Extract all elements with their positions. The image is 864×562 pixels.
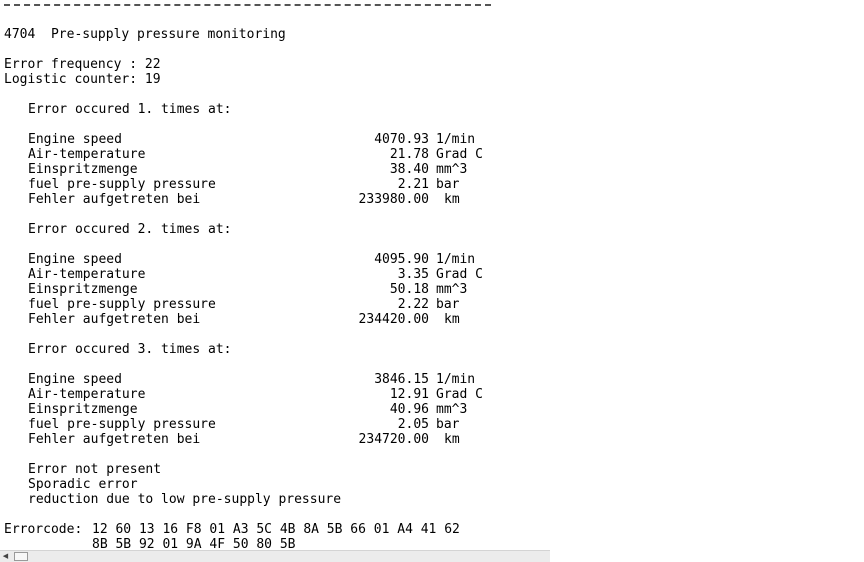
row-value: 3846.15 <box>374 372 429 387</box>
row-unit: mm^3 <box>436 282 468 297</box>
row-unit: Grad C <box>436 267 483 282</box>
scrollbar-thumb[interactable] <box>14 552 28 561</box>
occurrence-header: Error occured 2. times at: <box>28 222 232 237</box>
row-unit: 1/min <box>436 132 476 147</box>
occurrence-header: Error occured 1. times at: <box>28 102 232 117</box>
status-line: Error not present <box>28 462 162 477</box>
row-unit: mm^3 <box>436 402 468 417</box>
row-label: Einspritzmenge <box>28 162 138 177</box>
row-value: 233980.00 <box>358 192 429 207</box>
row-label: fuel pre-supply pressure <box>28 297 216 312</box>
horizontal-scrollbar[interactable] <box>0 550 550 562</box>
row-value: 3.35 <box>397 267 429 282</box>
row-value: 4070.93 <box>374 132 429 147</box>
row-label: Fehler aufgetreten bei <box>28 432 201 447</box>
row-value: 40.96 <box>389 402 429 417</box>
row-label: Einspritzmenge <box>28 282 138 297</box>
error-frequency: Error frequency : 22 <box>4 57 161 72</box>
errorcode-label: Errorcode: <box>4 522 83 537</box>
row-value: 2.05 <box>397 417 429 432</box>
occurrence-header: Error occured 3. times at: <box>28 342 232 357</box>
row-unit: Grad C <box>436 387 483 402</box>
row-label: Engine speed <box>28 252 122 267</box>
row-value: 50.18 <box>389 282 429 297</box>
row-value: 4095.90 <box>374 252 429 267</box>
errorcode-bytes-line1: 12 60 13 16 F8 01 A3 5C 4B 8A 5B 66 01 A4 41 62 <box>92 522 460 537</box>
row-value: 234420.00 <box>358 312 429 327</box>
row-unit: km <box>444 192 460 207</box>
row-label: Engine speed <box>28 372 122 387</box>
row-value: 2.22 <box>397 297 429 312</box>
row-value: 234720.00 <box>358 432 429 447</box>
row-unit: bar <box>436 417 460 432</box>
row-label: fuel pre-supply pressure <box>28 177 216 192</box>
row-value: 21.78 <box>389 147 429 162</box>
row-label: Engine speed <box>28 132 122 147</box>
row-unit: 1/min <box>436 252 476 267</box>
row-label: Fehler aufgetreten bei <box>28 312 201 327</box>
row-label: Air-temperature <box>28 267 146 282</box>
row-value: 38.40 <box>389 162 429 177</box>
errorcode-bytes-line2: 8B 5B 92 01 9A 4F 50 80 5B <box>92 537 296 550</box>
row-label: Fehler aufgetreten bei <box>28 192 201 207</box>
row-unit: km <box>444 312 460 327</box>
row-value: 2.21 <box>397 177 429 192</box>
row-label: Air-temperature <box>28 387 146 402</box>
separator-line <box>4 4 491 6</box>
row-unit: 1/min <box>436 372 476 387</box>
row-unit: Grad C <box>436 147 483 162</box>
row-label: Air-temperature <box>28 147 146 162</box>
row-unit: km <box>444 432 460 447</box>
arrow-left-icon[interactable]: ◀ <box>2 552 9 560</box>
row-unit: mm^3 <box>436 162 468 177</box>
status-line: Sporadic error <box>28 477 138 492</box>
row-label: fuel pre-supply pressure <box>28 417 216 432</box>
status-line: reduction due to low pre-supply pressure <box>28 492 342 507</box>
row-unit: bar <box>436 297 460 312</box>
error-title: 4704 Pre-supply pressure monitoring <box>4 27 286 42</box>
logistic-counter: Logistic counter: 19 <box>4 72 161 87</box>
row-unit: bar <box>436 177 460 192</box>
row-value: 12.91 <box>389 387 429 402</box>
row-label: Einspritzmenge <box>28 402 138 417</box>
